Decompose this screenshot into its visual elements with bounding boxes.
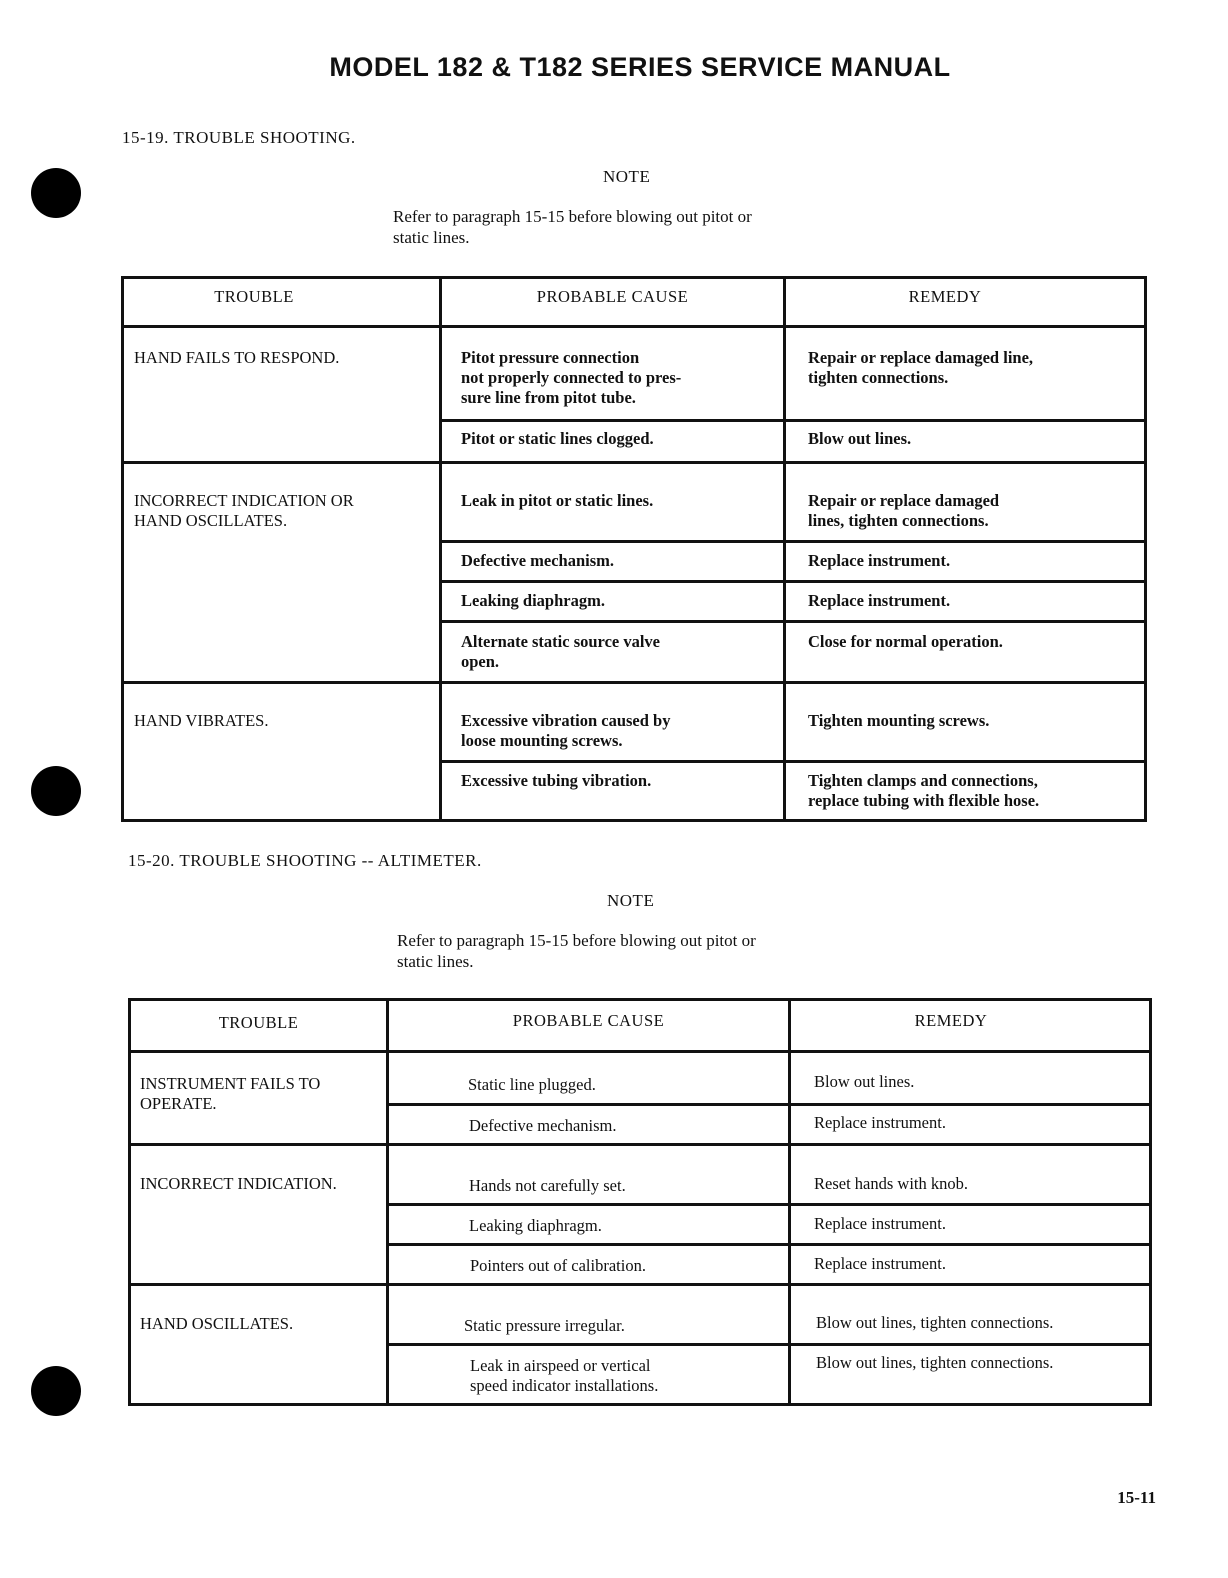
- trouble-cell: HAND VIBRATES.: [134, 711, 269, 730]
- cause-cell: Defective mechanism.: [469, 1116, 617, 1135]
- punch-hole-middle: [31, 766, 81, 816]
- remedy-cell: Reset hands with knob.: [814, 1174, 968, 1193]
- cause-cell: Defective mechanism.: [461, 551, 615, 570]
- remedy-cell: Close for normal operation.: [808, 632, 1003, 651]
- cause-cell: Leak in airspeed or vertical speed indicator installations.: [470, 1356, 659, 1395]
- trouble-cell: INCORRECT INDICATION.: [140, 1174, 337, 1193]
- table-row-group: [131, 1143, 1149, 1286]
- remedy-cell: Blow out lines, tighten connections.: [816, 1353, 1054, 1372]
- table-row-group: [131, 1050, 1149, 1146]
- trouble-table-15-20: [128, 998, 1152, 1406]
- table-row-group: [124, 325, 1144, 462]
- column-header-trouble: TROUBLE: [214, 287, 294, 306]
- column-header-probable-cause: PROBABLE CAUSE: [512, 1011, 665, 1030]
- section-15-19-heading: 15-19. TROUBLE SHOOTING.: [122, 128, 356, 147]
- table-row-group: [124, 681, 1144, 824]
- trouble-cell: HAND FAILS TO RESPOND.: [134, 348, 340, 367]
- remedy-cell: Repair or replace damaged lines, tighten connections.: [808, 491, 1000, 530]
- remedy-cell: Repair or replace damaged line, tighten connections.: [808, 348, 1034, 387]
- punch-hole-top: [31, 168, 81, 218]
- note-label: NOTE: [603, 167, 651, 186]
- cause-cell: Alternate static source valve open.: [461, 632, 661, 671]
- remedy-cell: Blow out lines, tighten connections.: [816, 1313, 1054, 1332]
- page-number: 15-11: [1117, 1488, 1156, 1507]
- cause-cell: Excessive vibration caused by loose mounting screws.: [461, 711, 671, 750]
- column-header-remedy: REMEDY: [908, 287, 982, 306]
- table-row-group: [124, 461, 1144, 684]
- column-header-probable-cause: PROBABLE CAUSE: [536, 287, 689, 306]
- trouble-cell: INSTRUMENT FAILS TO OPERATE.: [140, 1074, 321, 1113]
- punch-hole-bottom: [31, 1366, 81, 1416]
- remedy-cell: Replace instrument.: [814, 1113, 946, 1132]
- cause-cell: Pitot pressure connection not properly connected to pres- sure line from pitot tube.: [461, 348, 682, 407]
- remedy-cell: Replace instrument.: [808, 551, 951, 570]
- remedy-cell: Replace instrument.: [814, 1254, 946, 1273]
- remedy-cell: Tighten clamps and connections, replace tubing with flexible hose.: [808, 771, 1040, 810]
- column-header-remedy: REMEDY: [914, 1011, 988, 1030]
- trouble-cell: INCORRECT INDICATION OR HAND OSCILLATES.: [134, 491, 354, 530]
- cause-cell: Static line plugged.: [468, 1075, 596, 1094]
- note-label: NOTE: [607, 891, 655, 910]
- cause-cell: Leak in pitot or static lines.: [461, 491, 654, 510]
- cause-cell: Pointers out of calibration.: [470, 1256, 646, 1275]
- remedy-cell: Blow out lines.: [808, 429, 912, 448]
- trouble-table-15-19: [121, 276, 1147, 822]
- cause-cell: Leaking diaphragm.: [461, 591, 605, 610]
- table-row-group: [131, 1283, 1149, 1406]
- cause-cell: Leaking diaphragm.: [469, 1216, 602, 1235]
- trouble-cell: HAND OSCILLATES.: [140, 1314, 294, 1333]
- remedy-cell: Replace instrument.: [808, 591, 951, 610]
- section-15-20-heading: 15-20. TROUBLE SHOOTING -- ALTIMETER.: [128, 851, 482, 870]
- cause-cell: Static pressure irregular.: [464, 1316, 625, 1335]
- note-text: Refer to paragraph 15-15 before blowing out pitot or static lines.: [393, 207, 752, 247]
- cause-cell: Hands not carefully set.: [469, 1176, 626, 1195]
- cause-cell: Pitot or static lines clogged.: [461, 429, 654, 448]
- remedy-cell: Blow out lines.: [814, 1072, 915, 1091]
- cause-cell: Excessive tubing vibration.: [461, 771, 652, 790]
- note-text: Refer to paragraph 15-15 before blowing out pitot or static lines.: [397, 931, 756, 971]
- remedy-cell: Replace instrument.: [814, 1214, 946, 1233]
- column-header-trouble: TROUBLE: [218, 1013, 299, 1032]
- page-title: MODEL 182 & T182 SERIES SERVICE MANUAL: [329, 52, 951, 82]
- remedy-cell: Tighten mounting screws.: [808, 711, 990, 730]
